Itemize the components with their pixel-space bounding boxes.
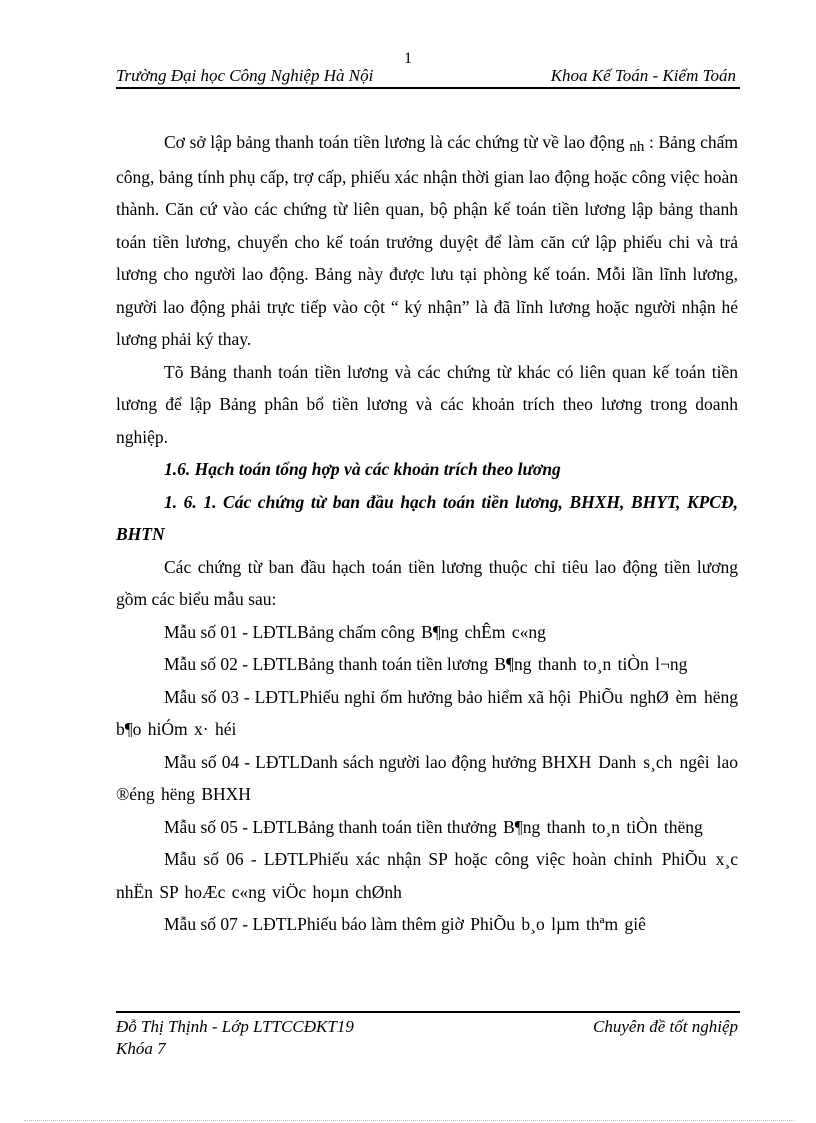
form-item-garbled: PhiÕu nghØ èm hëng b¶o hiÓm x· héi [116, 686, 738, 739]
form-item-main: Mẫu số 01 - LĐTLBảng chấm công [164, 621, 415, 642]
form-item [116, 616, 738, 649]
form-item [116, 746, 738, 811]
header-school: Trường Đại học Công Nghiệp Hà Nội [116, 66, 374, 85]
form-item-main: Mẫu số 07 - LĐTLPhiếu báo làm thêm giờ [164, 914, 464, 934]
form-item-garbled: PhiÕu x¸c nhËn SP hoÆc c«ng viÖc hoµn chØnh [116, 849, 738, 902]
footer-doc-type: Chuyên đề tốt nghiệp [593, 1017, 738, 1036]
footer-course: Khóa 7 [116, 1039, 166, 1058]
form-item-main: Mẫu số 06 - LĐTLPhiếu xác nhận SP hoặc công việc hoàn chỉnh [164, 849, 653, 869]
footer-author: Đỗ Thị Thịnh - Lớp LTTCCĐKT19 [116, 1017, 354, 1036]
header-faculty: Khoa Kế Toán - Kiểm Toán [550, 66, 736, 85]
footer-divider [116, 1011, 740, 1013]
document-body [116, 126, 738, 941]
form-item-garbled: PhiÕu b¸o lµm thªm giê [463, 914, 646, 934]
section-heading-1-6-1: 1. 6. 1. Các chứng từ ban đầu hạch toán tiền lương, BHXH, BHYT, KPCĐ, BHTN [116, 491, 738, 544]
page-footer [116, 1016, 738, 1060]
form-item-garbled: Danh s¸ch ngêi lao ®éng hëng BHXH [116, 751, 739, 804]
page-bottom-edge [24, 1120, 794, 1121]
paragraph-1-rest: : Bảng chấm công, bảng tính phụ cấp, trợ cấp, phiếu xác nhận thời gian lao động hoặc công việc hoàn thành. Căn cứ vào các chứng từ liên quan, bộ phận kế toán tiền lương lập bảng thanh toán tiền lương, chuyển cho kế toán trưởng duyệt để làm căn cứ lập phiếu chi và trả lương cho người lao động. Bảng này được lưu tại phòng kế toán. Mỗi lần lĩnh lương, người lao động phải trực tiếp vào cột “ ký nhận” là đã lĩnh lương hoặc người nhận hé lương phải ký thay. [116, 132, 739, 349]
form-item-garbled: B¶ng chÊm c«ng [414, 621, 546, 642]
paragraph-1-main: Cơ sở lập bảng thanh toán tiền lương là các chứng từ về lao động [164, 132, 625, 152]
form-item [116, 811, 738, 844]
section-heading-1-6: 1.6. Hạch toán tổng hợp và các khoản trích theo lương [164, 459, 561, 479]
paragraph-1 [116, 126, 738, 356]
form-item-garbled: B¶ng thanh to¸n tiÒn l¬ng [487, 654, 688, 674]
paragraph-2: Tõ Bảng thanh toán tiền lương và các chứng từ khác có liên quan kế toán tiền lương để lập Bảng phân bổ tiền lương và các khoản trích theo lương trong doanh nghiệp. [116, 361, 738, 447]
form-item-main: Mẫu số 02 - LĐTLBảng thanh toán tiền lương [164, 654, 488, 674]
form-item-garbled: B¶ng thanh to¸n tiÒn thëng [496, 816, 703, 837]
paragraph-3: Các chứng từ ban đầu hạch toán tiền lương thuộc chỉ tiêu lao động tiền lương gồm các biểu mẫu sau: [116, 556, 738, 609]
form-item-main: Mẫu số 03 - LĐTLPhiếu nghỉ ốm hưởng bảo hiểm xã hội [164, 686, 572, 707]
form-item [116, 681, 738, 746]
page-number: 1 [404, 50, 412, 67]
form-item [116, 843, 738, 908]
form-item [116, 648, 738, 681]
paragraph-1-nh: nh [629, 139, 645, 155]
form-item-main: Mẫu số 04 - LĐTLDanh sách người lao động hưởng BHXH [164, 751, 592, 772]
form-item-main: Mẫu số 05 - LĐTLBảng thanh toán tiền thưởng [164, 816, 497, 837]
page-header [116, 66, 740, 89]
form-item [116, 908, 738, 941]
